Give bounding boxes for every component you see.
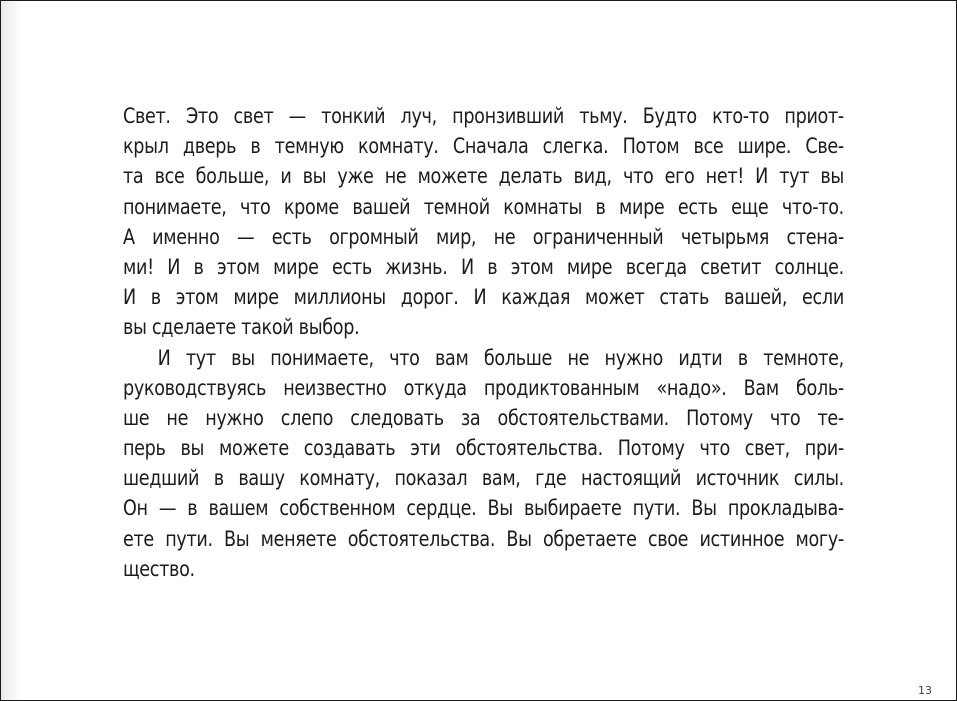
text-line: вы сделаете такой выбор. (123, 315, 360, 341)
text-line: понимаете, что кроме вашей темной комнаты в мире есть еще что-то. (123, 194, 844, 220)
text-line: И тут вы понимаете, что вам больше не нужно идти в темноте, (157, 345, 844, 371)
page-number: 13 (918, 684, 932, 697)
text-line: ми! И в этом мире есть жизнь. И в этом мире всегда светит солнце. (123, 254, 844, 280)
text-line: руководствуясь неизвестно откуда продиктованным «надо». Вам боль- (123, 375, 844, 401)
text-line: Он — в вашем собственном сердце. Вы выбираете пути. Вы прокладыва- (123, 496, 844, 522)
text-line: та все больше, и вы уже не можете делать вид, что его нет! И тут вы (123, 164, 844, 190)
text-line: А именно — есть огромный мир, не ограниченный четырьмя стена- (123, 224, 844, 250)
text-line: щество. (123, 556, 195, 582)
text-line: шедший в вашу комнату, показал вам, где настоящий источник силы. (123, 466, 844, 492)
body-text (123, 102, 844, 585)
text-line: ше не нужно слепо следовать за обстоятельствами. Потому что те- (123, 405, 844, 431)
text-line: И в этом мире миллионы дорог. И каждая может стать вашей, если (123, 285, 844, 311)
text-line: ете пути. Вы меняете обстоятельства. Вы обретаете свое истинное могу- (123, 526, 844, 552)
page-gutter-shadow (1, 1, 23, 700)
paragraph-2 (123, 344, 844, 586)
paragraph-1 (123, 102, 844, 344)
text-line: крыл дверь в темную комнату. Сначала слегка. Потом все шире. Све- (123, 134, 844, 160)
text-line: перь вы можете создавать эти обстоятельства. Потому что свет, при- (123, 436, 844, 462)
text-line: Свет. Это свет — тонкий луч, пронзивший тьму. Будто кто-то приот- (123, 104, 844, 129)
